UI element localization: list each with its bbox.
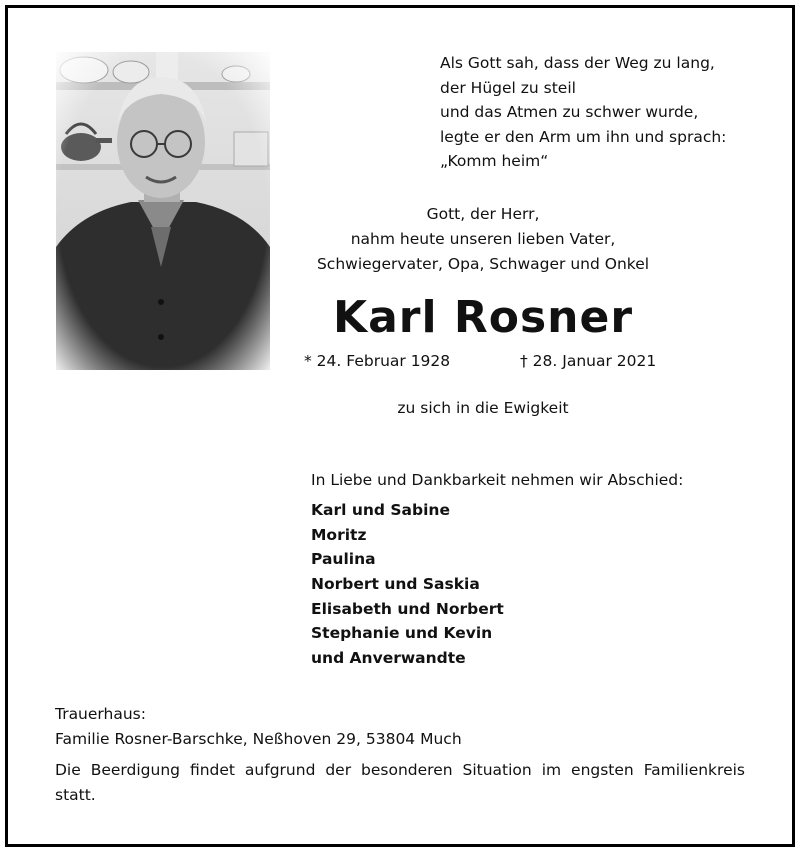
mourner: Norbert und Saskia (311, 575, 480, 594)
mourner: Elisabeth und Norbert (311, 599, 504, 618)
mourner: und Anverwandte (311, 649, 466, 668)
death-date: † 28. Januar 2021 (520, 352, 657, 370)
poem-line: der Hügel zu steil (440, 78, 576, 97)
poem-line: legte er den Arm um ihn und sprach: (440, 127, 727, 146)
intro-line: Schwiegervater, Opa, Schwager und Onkel (316, 255, 650, 273)
intro-text (300, 202, 666, 277)
mourner: Stephanie und Kevin (311, 624, 493, 643)
portrait-photo (56, 52, 270, 370)
farewell-line: In Liebe und Dankbarkeit nehmen wir Abschied: (311, 471, 684, 489)
poem (440, 51, 726, 174)
poem-line: Als Gott sah, dass der Weg zu lang, (440, 54, 715, 72)
birth-date: * 24. Februar 1928 (304, 352, 451, 370)
mourner: Paulina (311, 550, 376, 569)
intro-line: nahm heute unseren lieben Vater, (350, 230, 616, 248)
trauerhaus-label: Trauerhaus: (55, 705, 146, 723)
eternity-line: zu sich in die Ewigkeit (397, 399, 569, 417)
poem-line: und das Atmen zu schwer wurde, (440, 103, 699, 121)
funeral-note: Die Beerdigung findet aufgrund der besonderen Situation im engsten Familienkreis statt. (55, 761, 745, 804)
trauerhaus-address: Familie Rosner-Barschke, Neßhoven 29, 53804 Much (55, 730, 462, 748)
intro-line: Gott, der Herr, (426, 205, 540, 223)
mourner: Karl und Sabine (311, 501, 450, 519)
deceased-name: Karl Rosner (332, 292, 634, 343)
mourners-list (311, 498, 504, 671)
poem-line: „Komm heim“ (440, 152, 549, 170)
mourner: Moritz (311, 525, 367, 544)
